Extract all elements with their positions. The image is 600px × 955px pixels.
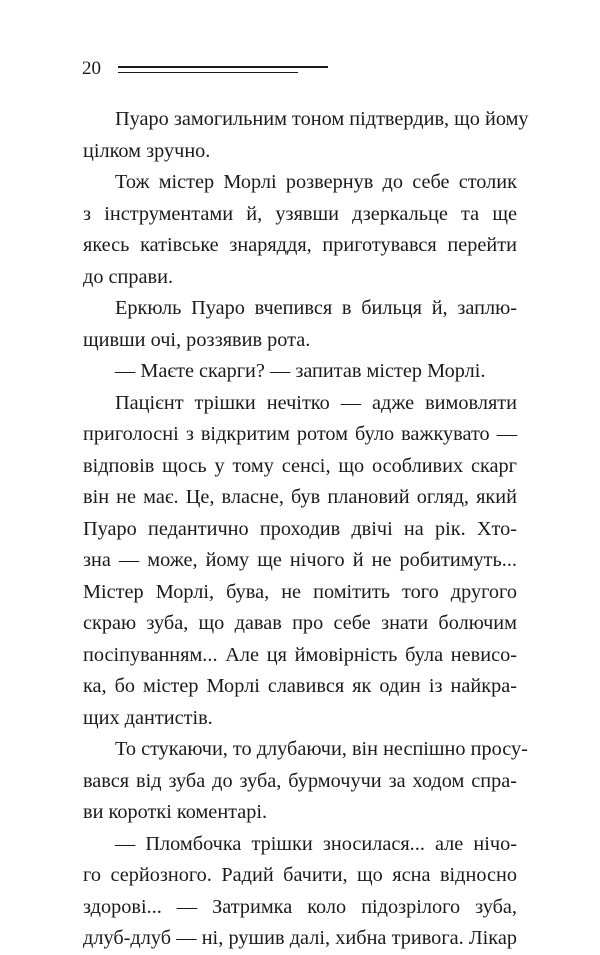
text-line: — Маєте скарги? — запитав містер Морлі. [115,360,486,382]
text-line: щивши очі, роззявив рота. [83,328,311,351]
paragraph [83,388,517,735]
text-line: відповів щось у тому сенсі, що особливих скарг [83,454,517,477]
body-text [83,104,529,955]
text-line: Пацієнт трішки нечітко — адже вимовляти [115,391,517,414]
paragraph [83,829,517,955]
paragraph [83,104,529,167]
text-line: ви короткі коментарі. [83,801,268,823]
text-line: Пуаро педантично проходив двічі на рік. Хто- [83,517,517,540]
page-number: 20 [82,58,101,79]
text-line: він не має. Це, власне, був плановий огляд, який [83,486,517,508]
header-rule-thick [118,66,328,68]
text-line: посіпуванням... Але ця ймовірність була невисо- [83,643,517,666]
text-line: То стукаючи, то длубаючи, він неспішно просу- [115,738,528,760]
text-line: щих дантистів. [83,706,213,729]
text-line: здорові... — Затримка коло підозрілого зуба, [83,895,517,918]
paragraph [83,356,517,388]
text-line: длуб-длуб — ні, рушив далі, хибна тривога. Лікар [83,927,517,949]
text-line: го серйозного. Радий бачити, що ясна відносно [83,864,517,886]
paragraph [83,293,517,356]
text-line: цілком зручно. [83,139,211,162]
text-line: Пуаро замогильним тоном підтвердив, що йому [115,108,529,130]
paragraph [83,734,528,829]
paragraph [83,167,517,293]
text-line: Еркюль Пуаро вчепився в бильця й, заплю- [115,297,517,319]
text-line: з інструментами й, узявши дзеркальце та ще [83,202,517,225]
text-line: приголосні з відкритим ротом було важкувато — [83,423,517,445]
text-line: до справи. [83,265,174,288]
text-line: зна — може, йому ще нічого й не робитимуть... [83,549,517,571]
text-line: скраю зуба, що давав про себе знати болючим [83,612,517,634]
text-line: ка, бо містер Морлі славився як один із найкра- [83,675,517,697]
text-line: якесь катівське знаряддя, приготувався перейти [83,234,517,256]
text-line: Тож містер Морлі розвернув до себе столик [115,171,517,193]
text-line: Містер Морлі, бува, не помітить того другого [83,580,517,603]
text-line: — Пломбочка трішки зносилася... але нічо- [115,832,517,855]
text-line: вався від зуба до зуба, бурмочучи за ходом спра- [83,769,517,792]
header-rule-thin [118,72,298,73]
